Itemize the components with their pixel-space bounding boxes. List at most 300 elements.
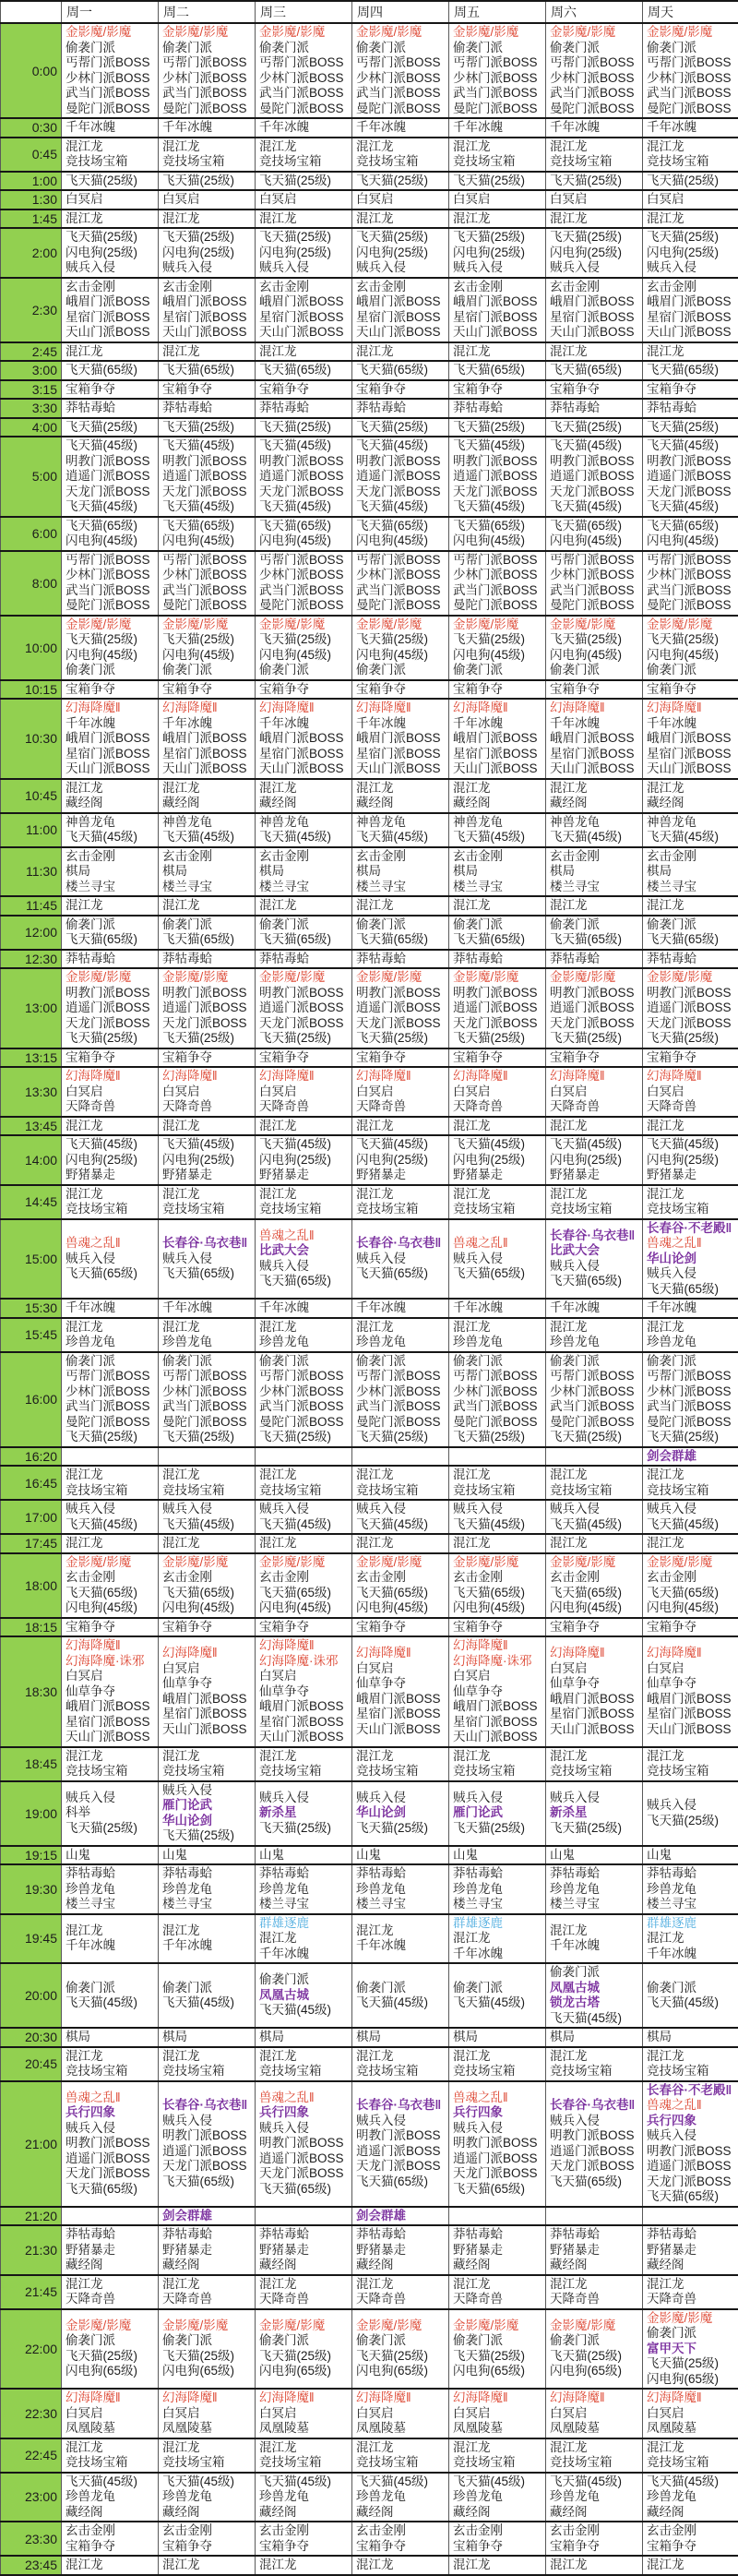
event-label: 天降奇兽 [550, 2292, 640, 2307]
event-label: 宝箱争夺 [65, 382, 156, 398]
event-label: 飞天猫(45级) [647, 1517, 737, 1533]
event-label: 偷袭门派 [259, 917, 350, 933]
event-label: 飞天猫(45级) [259, 438, 350, 454]
event-label: 凤凰陵墓 [259, 2421, 350, 2437]
event-label: 天降奇兽 [453, 2292, 543, 2307]
event-label: 棋局 [162, 864, 253, 880]
event-label: 玄击金刚 [259, 1570, 350, 1586]
event-label: 仙草争夺 [356, 1676, 446, 1692]
schedule-cell [643, 779, 738, 813]
event-label: 藏经阁 [550, 2258, 640, 2273]
event-label: 明教门派BOSS [356, 2128, 446, 2144]
schedule-cell [62, 2438, 159, 2473]
event-label: 天山门派BOSS [647, 761, 737, 777]
event-label: 金影魔/影魔 [453, 617, 543, 633]
schedule-cell [159, 1135, 256, 1185]
event-label: 峨眉门派BOSS [162, 294, 253, 310]
event-label: 天山门派BOSS [647, 1722, 737, 1738]
event-label: 千年冰魄 [453, 120, 543, 136]
event-label: 飞天猫(25级) [259, 632, 350, 648]
event-label: 宝箱争夺 [259, 682, 350, 698]
event-label: 宝箱争夺 [162, 682, 253, 698]
event-label: 少林门派BOSS [65, 71, 156, 87]
event-label: 天山门派BOSS [453, 761, 543, 777]
event-label: 混江龙 [356, 1320, 446, 1336]
schedule-cell [352, 278, 449, 342]
event-label: 曼陀门派BOSS [550, 102, 640, 117]
event-label: 混江龙 [162, 898, 253, 914]
event-label: 星宿门派BOSS [550, 310, 640, 326]
event-label: 闪电狗(45级) [453, 533, 543, 549]
event-label: 星宿门派BOSS [162, 1707, 253, 1722]
event-label: 飞天猫(25级) [162, 174, 253, 189]
schedule-cell [256, 2309, 352, 2390]
event-label: 贼兵入侵 [550, 1259, 640, 1275]
event-label: 闪电狗(65级) [647, 2372, 737, 2388]
event-label: 玄击金刚 [259, 280, 350, 295]
schedule-cell [159, 616, 256, 680]
event-label: 混江龙 [259, 2277, 350, 2293]
schedule-cell [449, 138, 546, 172]
event-label: 少林门派BOSS [356, 71, 446, 87]
event-label: 金影魔/影魔 [65, 2318, 156, 2334]
schedule-cell [352, 361, 449, 380]
event-label: 竞技场宝箱 [550, 154, 640, 170]
schedule-cell [449, 437, 546, 517]
event-label: 长春谷·乌衣巷‖ [550, 2098, 640, 2114]
event-label: 混江龙 [259, 344, 350, 360]
schedule-cell [352, 1117, 449, 1136]
event-label: 丐帮门派BOSS [647, 55, 737, 71]
schedule-cell [256, 699, 352, 779]
event-label: 野猪暴走 [453, 1168, 543, 1183]
schedule-cell [546, 2556, 643, 2575]
schedule-cell [546, 1447, 643, 1467]
event-label: 玄击金刚 [259, 2523, 350, 2539]
event-label: 飞天猫(45级) [550, 830, 640, 845]
event-label: 闪电狗(45级) [550, 533, 640, 549]
event-label: 藏经阁 [356, 2258, 446, 2273]
event-label: 天龙门派BOSS [356, 1016, 446, 1032]
event-label: 贼兵入侵 [65, 1791, 156, 1806]
event-label: 莽牯毒蛤 [356, 2227, 446, 2243]
event-label: 飞天猫(65级) [647, 1282, 737, 1298]
event-label: 混江龙 [65, 211, 156, 227]
schedule-cell [256, 138, 352, 172]
event-label: 丐帮门派BOSS [453, 553, 543, 569]
event-label: 飞天猫(65级) [65, 363, 156, 378]
event-label: 凤凰陵墓 [453, 2421, 543, 2437]
schedule-cell [62, 1135, 159, 1185]
event-label: 楼兰寻宝 [259, 1897, 350, 1912]
event-label: 飞天猫(45级) [259, 830, 350, 845]
event-label: 珍兽龙龟 [453, 2489, 543, 2505]
schedule-cell [643, 399, 738, 418]
schedule-cell [159, 361, 256, 380]
schedule-cell [546, 210, 643, 229]
schedule-cell [546, 1846, 643, 1865]
event-label: 飞天猫(65级) [259, 519, 350, 534]
time-label: 16:45 [1, 1466, 62, 1500]
event-label: 混江龙 [647, 2277, 737, 2293]
schedule-cell [643, 950, 738, 969]
event-label: 偷袭门派 [259, 663, 350, 678]
schedule-cell [643, 1048, 738, 1068]
event-label: 藏经阁 [259, 2258, 350, 2273]
event-label: 金影魔/影魔 [259, 2318, 350, 2334]
schedule-cell [352, 1318, 449, 1352]
schedule-cell [159, 1185, 256, 1219]
event-label: 宝箱争夺 [647, 1620, 737, 1635]
event-label: 混江龙 [647, 1187, 737, 1203]
event-label: 曼陀门派BOSS [453, 598, 543, 614]
event-label: 明教门派BOSS [259, 454, 350, 470]
event-label: 飞天猫(45级) [647, 1995, 737, 2011]
event-label: 白冥启 [356, 2406, 446, 2422]
schedule-cell [256, 517, 352, 551]
schedule-cell [62, 2275, 159, 2309]
table-row [1, 1963, 738, 2028]
schedule-cell [449, 342, 546, 362]
event-label: 飞天猫(25级) [647, 1814, 737, 1829]
event-label: 宝箱争夺 [259, 1050, 350, 1066]
event-label: 飞天猫(45级) [356, 2474, 446, 2490]
event-label: 新杀星 [259, 1805, 350, 1821]
event-label: 华山论剑 [647, 1252, 737, 1267]
event-label: 飞天猫(65级) [647, 363, 737, 378]
event-label: 仙草争夺 [647, 1676, 737, 1692]
schedule-cell [256, 172, 352, 191]
event-label: 竞技场宝箱 [259, 1764, 350, 1779]
event-label: 混江龙 [259, 2440, 350, 2456]
event-label: 千年冰魄 [259, 120, 350, 136]
event-label: 飞天猫(65级) [453, 519, 543, 534]
schedule-cell [256, 1067, 352, 1117]
event-label: 贼兵入侵 [356, 260, 446, 276]
event-label: 野猪暴走 [162, 1168, 253, 1183]
schedule-cell [643, 1500, 738, 1534]
event-label: 飞天猫(25级) [550, 2349, 640, 2365]
event-label: 闪电狗(45级) [259, 648, 350, 664]
event-label: 混江龙 [550, 1320, 640, 1336]
schedule-cell [256, 1747, 352, 1781]
event-label: 混江龙 [259, 1468, 350, 1483]
event-label: 混江龙 [647, 1320, 737, 1336]
schedule-cell [546, 1553, 643, 1618]
schedule-cell [449, 399, 546, 418]
event-label: 丐帮门派BOSS [259, 55, 350, 71]
schedule-cell [159, 1117, 256, 1136]
event-label: 兽魂之乱‖ [65, 1236, 156, 1252]
schedule-cell [449, 1846, 546, 1865]
event-label: 少林门派BOSS [647, 71, 737, 87]
time-label: 13:15 [1, 1048, 62, 1068]
event-label: 飞天猫(25级) [162, 632, 253, 648]
schedule-cell [159, 1067, 256, 1117]
event-label: 竞技场宝箱 [65, 154, 156, 170]
event-label: 天山门派BOSS [550, 325, 640, 341]
time-label: 18:45 [1, 1747, 62, 1781]
event-label: 贼兵入侵 [453, 1502, 543, 1517]
event-label: 偷袭门派 [550, 917, 640, 933]
event-label: 闪电狗(45级) [356, 533, 446, 549]
schedule-cell [449, 23, 546, 118]
event-label: 山鬼 [453, 1848, 543, 1863]
time-label: 19:15 [1, 1846, 62, 1865]
event-label: 科举 [65, 1805, 156, 1821]
schedule-cell [449, 616, 546, 680]
schedule-cell [256, 2225, 352, 2275]
event-label: 闪电狗(25级) [259, 246, 350, 261]
event-label: 竞技场宝箱 [162, 2455, 253, 2471]
schedule-cell [62, 616, 159, 680]
event-label: 千年冰魄 [453, 716, 543, 732]
event-label: 少林门派BOSS [647, 1384, 737, 1400]
event-label: 千年冰魄 [162, 716, 253, 732]
event-label: 少林门派BOSS [259, 568, 350, 583]
event-label: 丐帮门派BOSS [65, 55, 156, 71]
schedule-cell [546, 2275, 643, 2309]
schedule-cell [643, 1846, 738, 1865]
table-row [1, 1618, 738, 1637]
event-label: 闪电狗(45级) [65, 1600, 156, 1616]
event-label: 金影魔/影魔 [647, 970, 737, 986]
event-label: 闪电狗(45级) [65, 533, 156, 549]
event-label: 飞天猫(25级) [550, 1821, 640, 1837]
event-label: 凤凰陵墓 [647, 2421, 737, 2437]
event-label: 闪电狗(25级) [65, 246, 156, 261]
schedule-cell [159, 1466, 256, 1500]
schedule-cell [256, 916, 352, 950]
event-label: 飞天猫(65级) [356, 2175, 446, 2190]
time-label: 18:30 [1, 1636, 62, 1747]
event-label: 藏经阁 [162, 2258, 253, 2273]
schedule-cell [159, 2309, 256, 2390]
schedule-cell [546, 1781, 643, 1846]
event-label: 楼兰寻宝 [65, 880, 156, 895]
event-label: 混江龙 [162, 1923, 253, 1939]
event-label: 玄击金刚 [453, 2523, 543, 2539]
table-row [1, 380, 738, 400]
event-label: 明教门派BOSS [162, 2128, 253, 2144]
schedule-cell [62, 23, 159, 118]
event-label: 少林门派BOSS [453, 1384, 543, 1400]
schedule-cell [159, 118, 256, 138]
event-label: 偷袭门派 [647, 663, 737, 678]
schedule-cell [256, 342, 352, 362]
event-label: 天龙门派BOSS [162, 485, 253, 500]
time-label: 21:00 [1, 2081, 62, 2207]
time-label: 13:30 [1, 1067, 62, 1117]
event-label: 武当门派BOSS [162, 1399, 253, 1415]
table-row [1, 2047, 738, 2081]
event-label: 飞天猫(65级) [453, 932, 543, 948]
schedule-cell [643, 616, 738, 680]
event-label: 金影魔/影魔 [453, 25, 543, 41]
schedule-cell [159, 1914, 256, 1964]
event-label: 珍兽龙龟 [550, 1882, 640, 1898]
schedule-cell [449, 361, 546, 380]
event-label: 白冥启 [453, 1669, 543, 1684]
schedule-cell [159, 278, 256, 342]
event-label: 飞天猫(25级) [162, 230, 253, 246]
event-label: 珍兽龙龟 [647, 1335, 737, 1350]
event-label: 偷袭门派 [65, 1354, 156, 1370]
event-label: 混江龙 [356, 2049, 446, 2065]
event-label: 长春谷·不老殿‖ [647, 2083, 737, 2099]
event-label: 贼兵入侵 [647, 1266, 737, 1282]
event-label: 竞技场宝箱 [647, 1483, 737, 1499]
event-label: 混江龙 [550, 1119, 640, 1134]
schedule-cell [352, 1447, 449, 1467]
event-label: 混江龙 [453, 781, 543, 797]
event-label: 天山门派BOSS [356, 1722, 446, 1738]
event-label: 天龙门派BOSS [453, 1016, 543, 1032]
event-label: 宝箱争夺 [259, 1620, 350, 1635]
event-label: 神兽龙龟 [65, 815, 156, 831]
event-label: 飞天猫(65级) [550, 1586, 640, 1601]
event-label: 明教门派BOSS [453, 454, 543, 470]
schedule-cell [256, 1781, 352, 1846]
schedule-cell [62, 2556, 159, 2575]
event-label: 混江龙 [550, 139, 640, 155]
event-label: 飞天猫(25级) [259, 1430, 350, 1445]
event-label: 峨眉门派BOSS [259, 294, 350, 310]
time-label: 2:30 [1, 278, 62, 342]
table-row [1, 1318, 738, 1352]
schedule-cell [546, 1067, 643, 1117]
schedule-cell [256, 2081, 352, 2207]
schedule-cell [159, 1747, 256, 1781]
event-label: 偷袭门派 [356, 2333, 446, 2349]
schedule-cell [159, 210, 256, 229]
event-label: 混江龙 [647, 1749, 737, 1765]
schedule-cell [256, 950, 352, 969]
event-label: 飞天猫(45级) [550, 2011, 640, 2027]
event-label: 偷袭门派 [259, 1354, 350, 1370]
event-label: 莽牯毒蛤 [65, 401, 156, 416]
schedule-cell [256, 437, 352, 517]
event-label: 金影魔/影魔 [162, 2318, 253, 2334]
schedule-cell [546, 228, 643, 278]
event-label: 星宿门派BOSS [453, 310, 543, 326]
table-row [1, 699, 738, 779]
event-label: 棋局 [356, 864, 446, 880]
event-label: 莽牯毒蛤 [453, 2227, 543, 2243]
event-label: 飞天猫(45级) [647, 438, 737, 454]
event-label: 飞天猫(25级) [356, 1031, 446, 1047]
event-label: 飞天猫(45级) [162, 499, 253, 515]
schedule-cell [256, 2556, 352, 2575]
event-label: 飞天猫(45级) [162, 1137, 253, 1153]
event-label: 天降奇兽 [162, 1099, 253, 1115]
event-label: 金影魔/影魔 [356, 1555, 446, 1571]
event-label: 飞天猫(25级) [162, 1430, 253, 1445]
event-label: 偷袭门派 [259, 1972, 350, 1988]
schedule-cell [352, 2225, 449, 2275]
event-label: 闪电狗(45级) [162, 648, 253, 664]
schedule-cell [62, 1318, 159, 1352]
schedule-cell [159, 1553, 256, 1618]
event-label: 幻海降魔‖ [259, 1638, 350, 1654]
event-label: 锁龙古塔 [550, 1995, 640, 2011]
event-label: 曼陀门派BOSS [453, 1415, 543, 1431]
event-label: 偷袭门派 [65, 41, 156, 56]
event-label: 偷袭门派 [550, 2333, 640, 2349]
schedule-cell [352, 1219, 449, 1300]
event-label: 闪电狗(65级) [65, 2364, 156, 2379]
schedule-cell [159, 1299, 256, 1318]
schedule-cell [643, 380, 738, 400]
schedule-cell [643, 916, 738, 950]
event-label: 楼兰寻宝 [550, 1897, 640, 1912]
schedule-cell [449, 517, 546, 551]
event-label: 混江龙 [550, 781, 640, 797]
schedule-cell [449, 2556, 546, 2575]
schedule-cell [546, 1914, 643, 1964]
time-label: 22:45 [1, 2438, 62, 2473]
schedule-cell [643, 1747, 738, 1781]
event-label: 神兽龙龟 [647, 815, 737, 831]
schedule-cell [62, 2207, 159, 2226]
event-label: 雁门论武 [453, 1805, 543, 1821]
event-label: 千年冰魄 [356, 120, 446, 136]
event-label: 混江龙 [356, 898, 446, 914]
table-row [1, 1352, 738, 1447]
schedule-cell [62, 2047, 159, 2081]
day-header: 周六 [546, 1, 643, 23]
event-label: 神兽龙龟 [259, 815, 350, 831]
event-label: 飞天猫(25级) [162, 2349, 253, 2365]
event-label: 千年冰魄 [356, 1938, 446, 1954]
table-row [1, 950, 738, 969]
event-label: 闪电狗(45级) [647, 533, 737, 549]
event-label: 莽牯毒蛤 [65, 2227, 156, 2243]
event-label: 千年冰魄 [65, 716, 156, 732]
schedule-cell [546, 172, 643, 191]
schedule-cell [256, 2473, 352, 2522]
event-label: 混江龙 [550, 2558, 640, 2573]
event-label: 混江龙 [550, 1187, 640, 1203]
event-label: 竞技场宝箱 [647, 2455, 737, 2471]
schedule-cell [62, 950, 159, 969]
event-label: 偷袭门派 [453, 1981, 543, 1996]
time-label: 0:45 [1, 138, 62, 172]
schedule-cell [256, 2207, 352, 2226]
schedule-cell [256, 380, 352, 400]
table-row [1, 1466, 738, 1500]
schedule-cell [546, 1299, 643, 1318]
event-label: 千年冰魄 [162, 1938, 253, 1954]
event-label: 混江龙 [65, 1187, 156, 1203]
event-label: 白冥启 [647, 2406, 737, 2422]
schedule-cell [352, 172, 449, 191]
schedule-cell [159, 896, 256, 916]
event-label: 金影魔/影魔 [356, 25, 446, 41]
event-label: 天龙门派BOSS [356, 485, 446, 500]
event-label: 白冥启 [259, 1669, 350, 1684]
event-label: 武当门派BOSS [453, 1399, 543, 1415]
event-label: 少林门派BOSS [65, 568, 156, 583]
event-label: 丐帮门派BOSS [162, 55, 253, 71]
event-label: 贼兵入侵 [65, 2121, 156, 2137]
time-label: 6:00 [1, 517, 62, 551]
schedule-cell [256, 190, 352, 210]
time-label: 3:15 [1, 380, 62, 400]
schedule-cell [62, 399, 159, 418]
schedule-cell [256, 1618, 352, 1637]
event-label: 竞技场宝箱 [65, 1483, 156, 1499]
